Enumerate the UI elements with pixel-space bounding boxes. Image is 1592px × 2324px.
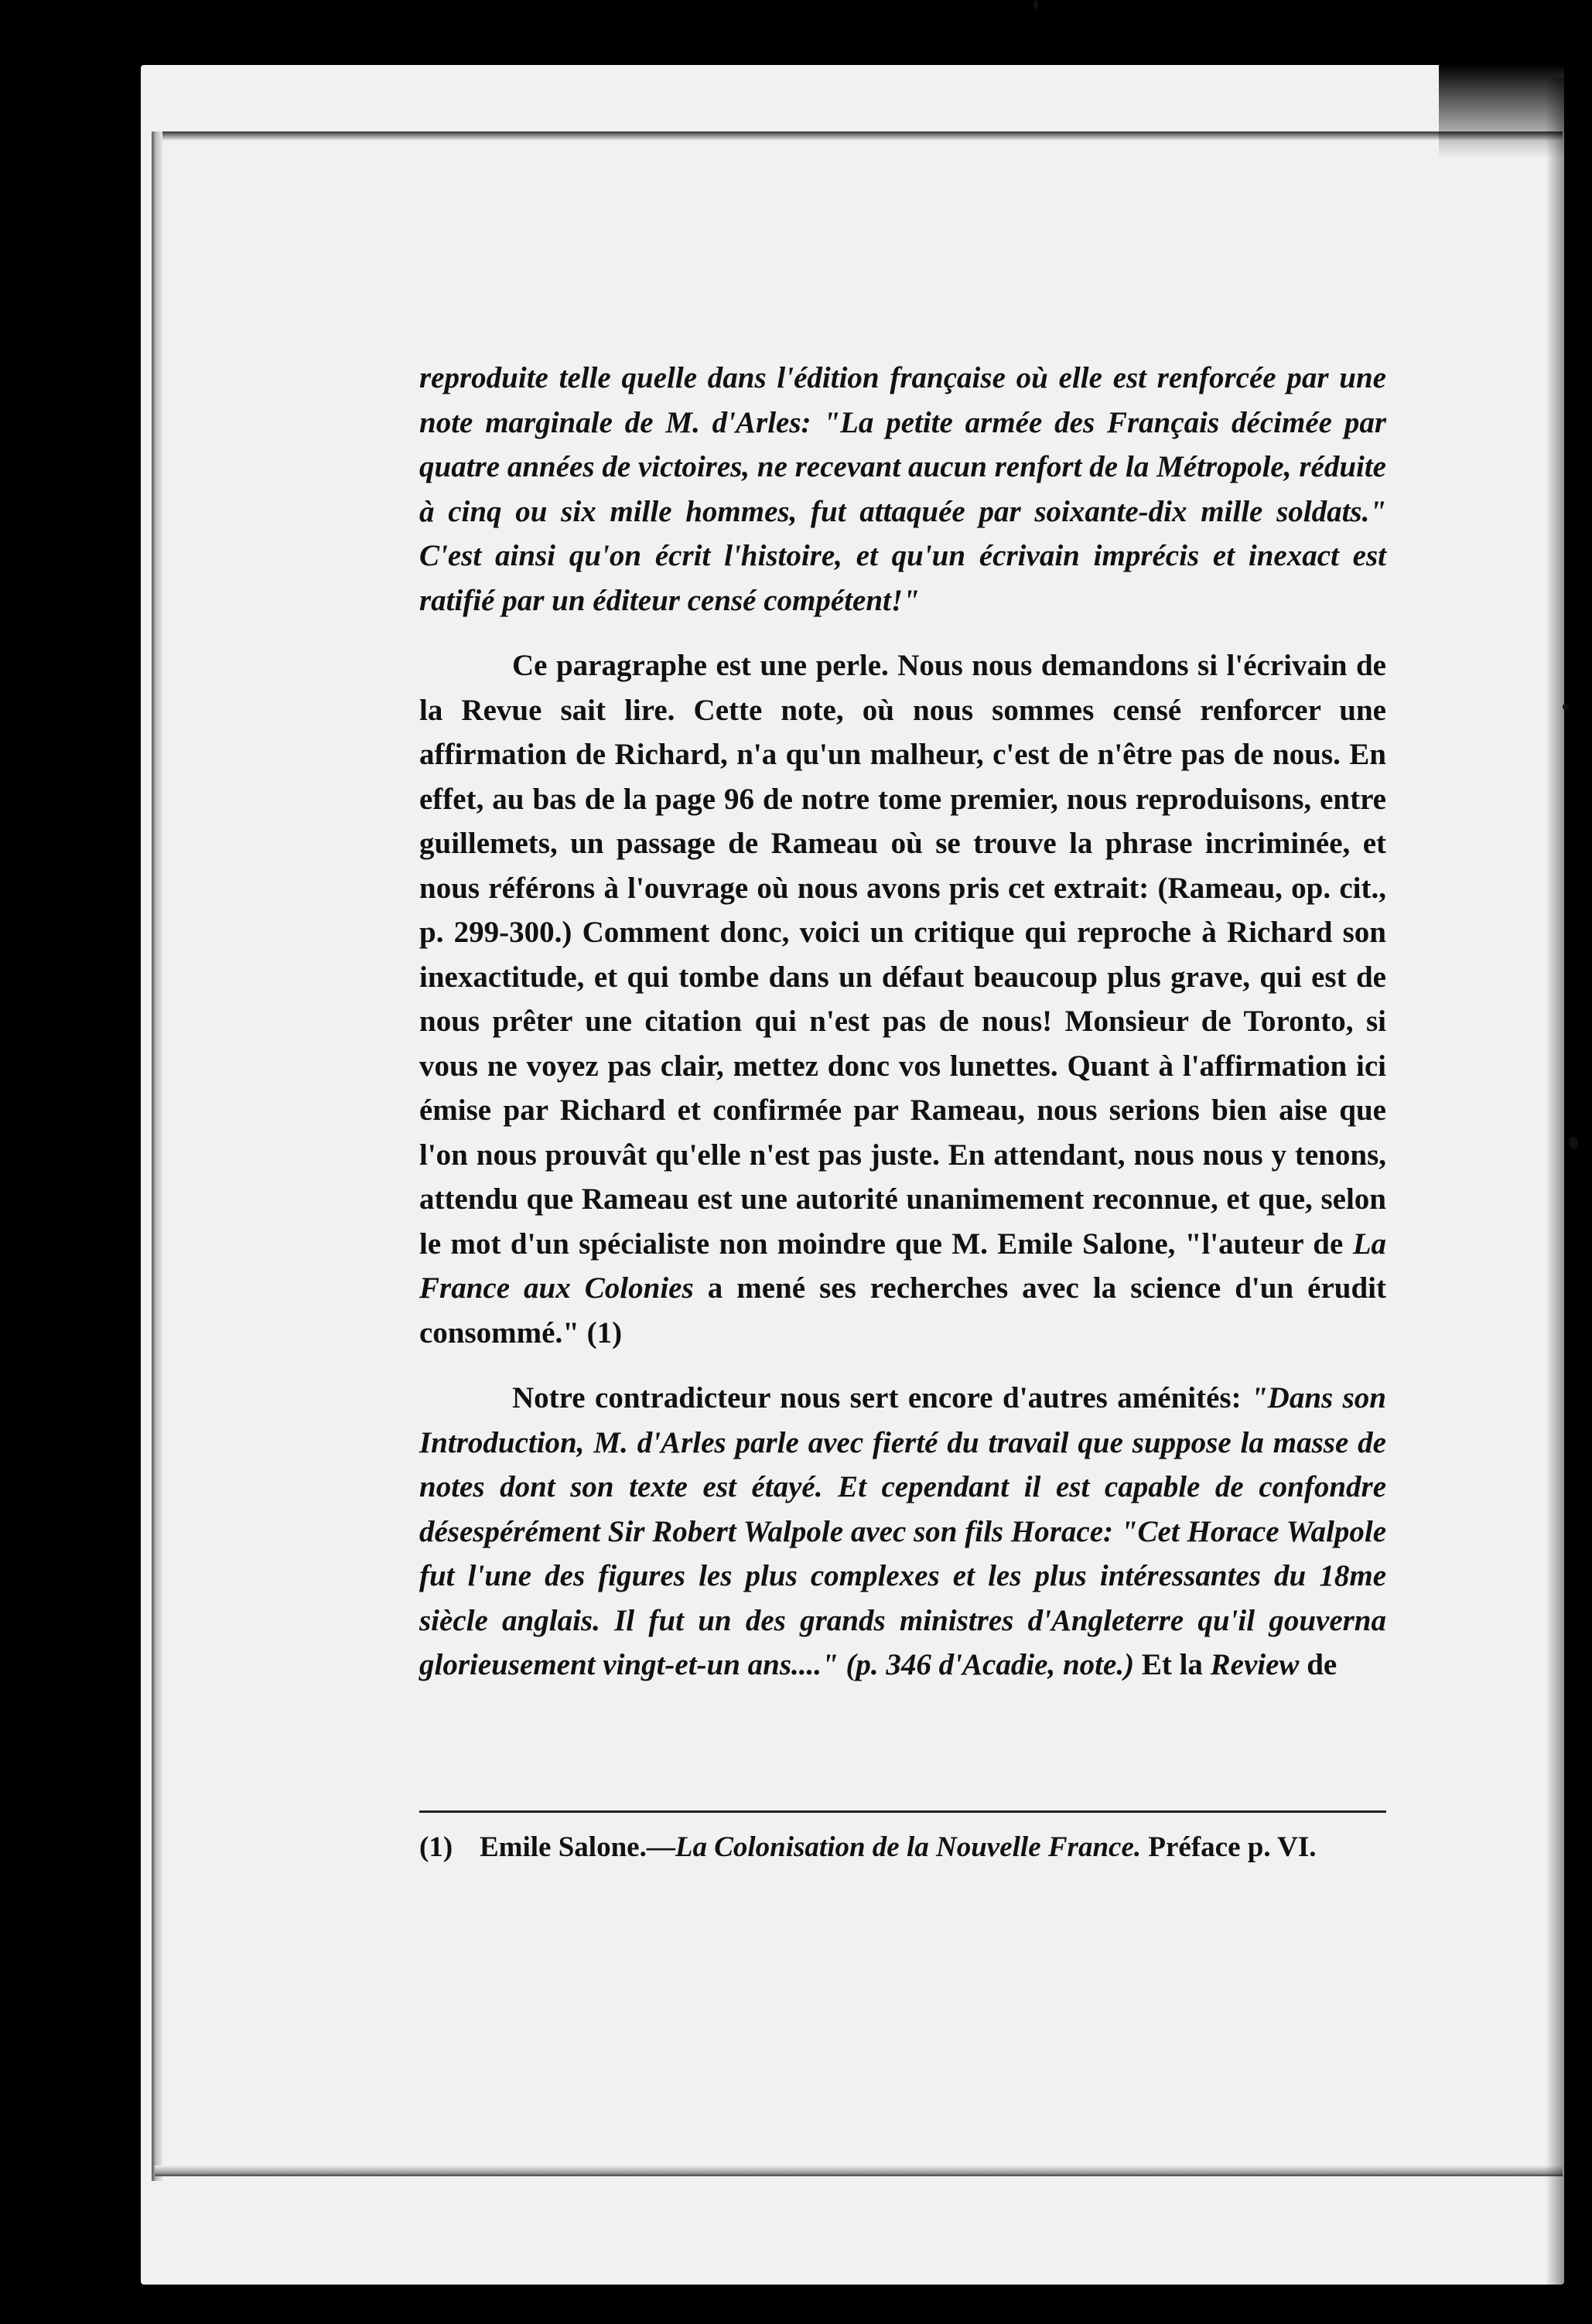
walpole-quote: "Dans son Introduction, M. d'Arles parle avec fierté du travail que suppose la masse de notes dont son texte est étayé. Et cependant il est capable de confondre désespérément Sir Robert Walpole avec son fils Horace: "Cet Horace Walpole fut l'une des figures les plus complexes et les plus intéressantes du 18me siècle anglais. Il fut un des grands ministres d'Angleterre qu'il gouverna glorieusement vingt-et-un ans...." (p. 346 d'Acadie, note.) [419, 1381, 1386, 1681]
body-text [419, 356, 1386, 1708]
paragraph-walpole-end: de [1307, 1648, 1337, 1681]
corner-shadow [1439, 65, 1592, 158]
footnote-rule [419, 1810, 1386, 1813]
paragraph-rebuttal-text: Ce paragraphe est une perle. Nous nous demandons si l'écrivain de la Revue sait lire. Cette note, où nous sommes censé renforcer une affirmation de Richard, n'a qu'un malheur, c'est de n'être pas de nous. En effet, au bas de la page 96 de notre tome premier, nous reproduisons, entre guillemets, un passage de Rameau où se trouve la phrase incriminée, et nous référons à l'ouvrage où nous avons pris cet extrait: (Rameau, op. cit., p. 299-300.) Comment donc, voici un critique qui reproche à Richard son inexactitude, et qui tombe dans un défaut beaucoup plus grave, qui est de nous prêter une citation qui n'est pas de nous! Monsieur de Toronto, si vous ne voyez pas clair, mettez donc vos lunettes. Quant à l'affirmation ici émise par Richard et confirmée par Rameau, nous serions bien aise que l'on nous prouvât qu'elle n'est pas juste. En attendant, nous nous y tenons, attendu que Rameau est une autorité unanimement reconnue, et que, selon le mot d'un spécialiste non moindre que M. Emile Salone, "l'auteur de [419, 649, 1386, 1261]
footnote-title: La Colonisation de la Nouvelle France. [675, 1831, 1142, 1863]
scan-speck [1569, 1137, 1578, 1149]
review-title: Review [1210, 1648, 1300, 1681]
paragraph-quote-continuation: reproduite telle quelle dans l'édition française où elle est renforcée par une note marginale de M. d'Arles: "La petite armée des Français décimée par quatre années de victoires, ne recevant aucun renfort de la Métropole, réduite à cinq ou six mille hommes, fut attaquée par soixante-dix mille soldats." C'est ainsi qu'on écrit l'histoire, et qu'un écrivain imprécis et inexact est ratifié par un éditeur censé compétent!" [419, 361, 1386, 617]
binding-shadow [1546, 77, 1592, 2297]
book-title: La France aux Colonies [419, 1227, 1387, 1305]
page-bottom-edge [155, 2165, 1563, 2176]
scan-speck [1563, 704, 1569, 710]
footnote-rest: Préface p. VI. [1148, 1831, 1317, 1863]
paragraph-walpole [419, 1376, 1386, 1688]
footnote-number: (1) [419, 1831, 453, 1863]
paragraph-walpole-start: Notre contradicteur nous sert encore d'autres aménités: [512, 1381, 1242, 1415]
footnote [419, 1831, 1386, 1864]
footnote-text [480, 1831, 1386, 1864]
footnote-author: Emile Salone.— [480, 1831, 675, 1863]
paragraph-rebuttal [419, 643, 1386, 1355]
paragraph-walpole-mid: Et la [1141, 1648, 1203, 1681]
page-left-edge [152, 131, 162, 2181]
scan-speck [1033, 0, 1038, 9]
paragraph-rebuttal-end: a mené ses recherches avec la science d'un érudit consommé." (1) [419, 1271, 1386, 1350]
page-top-edge [155, 131, 1563, 141]
